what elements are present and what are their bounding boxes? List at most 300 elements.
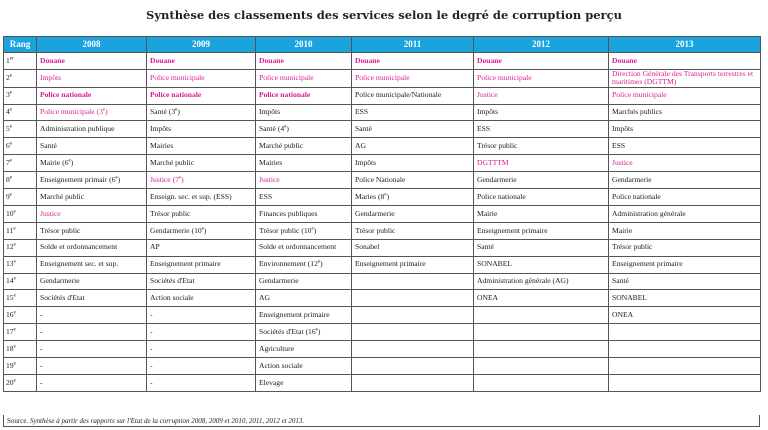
service-cell bbox=[474, 239, 609, 256]
service-cell bbox=[147, 155, 256, 172]
service-cell bbox=[352, 374, 474, 391]
service-cell bbox=[474, 273, 609, 290]
service-name: Police nationale bbox=[259, 90, 311, 100]
rank-number: 15 bbox=[6, 293, 14, 303]
service-cell bbox=[256, 69, 352, 87]
rank-cell bbox=[4, 53, 37, 70]
rank-cell bbox=[4, 138, 37, 155]
service-name: - bbox=[40, 360, 43, 370]
service-name: Santé bbox=[150, 107, 167, 117]
service-cell bbox=[147, 189, 256, 206]
service-cell bbox=[609, 155, 761, 172]
service-name: Police municipale bbox=[259, 73, 314, 83]
service-cell bbox=[352, 172, 474, 189]
previous-rank-suffix: e bbox=[311, 226, 314, 232]
rank-suffix: e bbox=[9, 124, 13, 130]
service-name: Santé bbox=[40, 141, 57, 151]
service-cell bbox=[609, 273, 761, 290]
service-cell bbox=[474, 290, 609, 307]
previous-rank: 7 bbox=[175, 174, 179, 184]
service-cell bbox=[352, 341, 474, 358]
previous-rank-suffix: e bbox=[115, 175, 118, 181]
previous-rank-suffix: e bbox=[68, 158, 71, 164]
service-cell bbox=[256, 155, 352, 172]
rank-suffix: e bbox=[13, 344, 16, 350]
rank-number: 10 bbox=[6, 208, 14, 218]
rank-cell bbox=[4, 374, 37, 391]
table-row bbox=[4, 205, 761, 222]
service-name: ONEA bbox=[612, 310, 634, 320]
table-row bbox=[4, 341, 761, 358]
table-row bbox=[4, 256, 761, 273]
rank-number: 19 bbox=[6, 360, 14, 370]
service-name: Trésor public bbox=[612, 242, 653, 252]
service-cell bbox=[256, 357, 352, 374]
rank-cell bbox=[4, 121, 37, 138]
service-name: Sociétés d'Etat bbox=[150, 276, 195, 286]
service-name: Trésor public bbox=[150, 208, 191, 218]
service-cell bbox=[474, 357, 609, 374]
service-name: Sonabel bbox=[355, 242, 380, 252]
service-cell bbox=[474, 189, 609, 206]
service-name: Justice bbox=[150, 174, 171, 184]
service-cell bbox=[37, 357, 147, 374]
service-name: Impôts bbox=[40, 73, 62, 83]
previous-rank: 3 bbox=[171, 107, 176, 117]
service-name: Police municipale bbox=[40, 107, 95, 117]
rank-suffix: e bbox=[13, 276, 16, 282]
service-name: Marché public bbox=[150, 158, 195, 167]
table-row bbox=[4, 121, 761, 138]
service-name: Marché public bbox=[259, 141, 304, 151]
rank-suffix: e bbox=[9, 141, 13, 147]
service-cell bbox=[474, 69, 609, 87]
service-cell: Enseignement primair (6e) bbox=[37, 172, 147, 189]
service-cell bbox=[37, 138, 147, 155]
service-cell bbox=[352, 256, 474, 273]
service-name: ESS bbox=[477, 124, 491, 134]
service-cell bbox=[147, 273, 256, 290]
service-name: - bbox=[40, 377, 43, 387]
service-cell bbox=[147, 53, 256, 70]
rank-suffix: e bbox=[13, 209, 16, 215]
previous-rank: 12 bbox=[310, 259, 318, 269]
service-cell bbox=[352, 273, 474, 290]
rank-cell bbox=[4, 189, 37, 206]
service-name: - bbox=[150, 343, 153, 353]
service-name: Impôts bbox=[259, 107, 281, 117]
service-name: Justice bbox=[259, 174, 280, 184]
service-name: Administration publique bbox=[40, 124, 115, 134]
service-cell bbox=[609, 69, 761, 87]
service-name: Trésor public bbox=[477, 141, 518, 151]
service-name: Gendarmerie bbox=[259, 276, 299, 286]
service-name: Justice bbox=[40, 208, 61, 218]
rank-suffix: e bbox=[9, 107, 13, 113]
table-row bbox=[4, 290, 761, 307]
service-cell bbox=[474, 374, 609, 391]
rank-number: 16 bbox=[6, 310, 14, 320]
service-name: Enseignement primaire bbox=[259, 310, 330, 320]
service-name: Gendarmerie bbox=[612, 174, 652, 184]
service-cell bbox=[256, 138, 352, 155]
service-name: - bbox=[150, 377, 153, 387]
service-cell bbox=[474, 121, 609, 138]
service-name: Action sociale bbox=[150, 293, 194, 303]
service-name: Police Nationale bbox=[355, 174, 406, 184]
header-year: 2012 bbox=[474, 37, 609, 53]
service-cell bbox=[352, 239, 474, 256]
service-cell bbox=[37, 87, 147, 104]
service-cell bbox=[147, 138, 256, 155]
table-row bbox=[4, 104, 761, 121]
table-body bbox=[4, 53, 761, 392]
previous-rank-suffix: e bbox=[178, 175, 182, 181]
service-name: ESS bbox=[612, 141, 626, 151]
service-cell bbox=[37, 239, 147, 256]
rank-cell bbox=[4, 172, 37, 189]
service-name: Justice bbox=[477, 90, 498, 100]
service-name: AG bbox=[259, 293, 270, 303]
service-cell bbox=[37, 189, 147, 206]
service-cell bbox=[352, 222, 474, 239]
service-name: Impôts bbox=[355, 158, 377, 167]
previous-rank-suffix: e bbox=[384, 192, 387, 198]
service-cell bbox=[474, 172, 609, 189]
service-cell bbox=[352, 290, 474, 307]
table-row bbox=[4, 307, 761, 324]
previous-rank: 6 bbox=[111, 174, 116, 184]
service-cell: Maries (8e) bbox=[352, 189, 474, 206]
header-year: 2010 bbox=[256, 37, 352, 53]
service-cell bbox=[147, 290, 256, 307]
table-row bbox=[4, 189, 761, 206]
service-cell bbox=[352, 69, 474, 87]
service-name: Marché public bbox=[40, 191, 85, 201]
rank-number: 17 bbox=[6, 326, 14, 336]
service-cell bbox=[256, 205, 352, 222]
service-cell bbox=[352, 357, 474, 374]
previous-rank: 10 bbox=[194, 225, 202, 235]
service-name: Police municipale/Nationale bbox=[355, 90, 442, 100]
service-cell bbox=[37, 53, 147, 70]
rank-suffix: e bbox=[13, 378, 16, 384]
service-cell bbox=[147, 307, 256, 324]
previous-rank: 16 bbox=[308, 326, 316, 336]
service-cell bbox=[352, 324, 474, 341]
service-cell: Environnement (12e) bbox=[256, 256, 352, 273]
service-name: - bbox=[40, 310, 43, 320]
service-name: Enseignement primair bbox=[40, 174, 108, 184]
service-name: Santé bbox=[612, 276, 629, 286]
service-cell bbox=[256, 273, 352, 290]
rank-cell bbox=[4, 69, 37, 87]
service-name: Sociétés d'Etat bbox=[40, 293, 85, 303]
service-name: Douane bbox=[150, 55, 175, 65]
service-cell bbox=[609, 87, 761, 104]
service-name: Police nationale bbox=[477, 191, 526, 201]
service-cell bbox=[609, 239, 761, 256]
service-name: ONEA bbox=[477, 293, 499, 303]
header-rank: Rang bbox=[4, 37, 37, 53]
rank-number: 7 bbox=[6, 158, 10, 167]
table-row bbox=[4, 239, 761, 256]
service-cell bbox=[609, 307, 761, 324]
service-cell bbox=[474, 205, 609, 222]
table-row bbox=[4, 155, 761, 172]
service-name: Police nationale bbox=[150, 90, 202, 100]
table-row bbox=[4, 324, 761, 341]
service-cell bbox=[37, 273, 147, 290]
rank-suffix: e bbox=[9, 158, 13, 164]
service-name: Douane bbox=[355, 55, 380, 65]
previous-rank-suffix: e bbox=[175, 107, 178, 113]
service-name: Gendarmerie bbox=[40, 276, 80, 286]
service-cell bbox=[609, 357, 761, 374]
service-name: Douane bbox=[40, 55, 65, 65]
service-cell bbox=[474, 155, 609, 172]
service-cell bbox=[352, 205, 474, 222]
header-year: 2008 bbox=[37, 37, 147, 53]
service-name: Mairies bbox=[150, 141, 174, 151]
service-name: Douane bbox=[259, 55, 284, 65]
service-cell bbox=[256, 307, 352, 324]
corruption-ranking-table bbox=[3, 36, 761, 392]
rank-number: 12 bbox=[6, 242, 14, 252]
service-cell: Justice (7e) bbox=[147, 172, 256, 189]
source-label: Source. bbox=[7, 417, 29, 425]
rank-cell bbox=[4, 256, 37, 273]
service-name: Santé bbox=[259, 124, 276, 134]
table-row bbox=[4, 69, 761, 87]
header-year: 2009 bbox=[147, 37, 256, 53]
previous-rank-suffix: e bbox=[317, 259, 321, 265]
source-note bbox=[3, 415, 760, 427]
service-name: Enseign. sec. et sup. (ESS) bbox=[150, 191, 232, 201]
rank-number: 20 bbox=[6, 377, 14, 387]
service-cell bbox=[474, 87, 609, 104]
previous-rank: 8 bbox=[380, 191, 385, 201]
service-name: Action sociale bbox=[259, 360, 303, 370]
service-cell bbox=[474, 53, 609, 70]
service-name: Enseignement primaire bbox=[477, 225, 548, 235]
service-cell bbox=[474, 104, 609, 121]
table-row bbox=[4, 87, 761, 104]
service-cell: Sociétés d'Etat (16e) bbox=[256, 324, 352, 341]
service-name: AG bbox=[355, 141, 366, 151]
table-row bbox=[4, 53, 761, 70]
service-name: Direction Générale des Transports terrestres et maritimes (DGTTM) bbox=[612, 69, 754, 87]
previous-rank: 4 bbox=[280, 124, 285, 134]
service-cell bbox=[37, 222, 147, 239]
service-name: - bbox=[150, 310, 153, 320]
rank-cell bbox=[4, 155, 37, 172]
source-text: Synthèse à partir des rapports sur l'Etat de la corruption 2008, 2009 et 2010, 2011, 2012 et 2013. bbox=[29, 417, 305, 425]
header-year: 2011 bbox=[352, 37, 474, 53]
table-row bbox=[4, 374, 761, 391]
service-cell bbox=[256, 374, 352, 391]
service-name: Finances publiques bbox=[259, 208, 318, 218]
previous-rank-suffix: e bbox=[284, 124, 287, 130]
service-name: - bbox=[150, 326, 153, 336]
service-name: Environnement bbox=[259, 259, 306, 269]
service-cell bbox=[609, 374, 761, 391]
service-name: Agriculture bbox=[259, 343, 295, 353]
service-name: ESS bbox=[355, 107, 369, 117]
service-cell: Mairie (6e) bbox=[37, 155, 147, 172]
service-cell bbox=[147, 239, 256, 256]
rank-number: 1 bbox=[6, 55, 10, 65]
rank-number: 3 bbox=[6, 90, 10, 100]
service-cell: Trésor public (10e) bbox=[256, 222, 352, 239]
service-cell bbox=[147, 69, 256, 87]
service-cell bbox=[474, 324, 609, 341]
rank-suffix: e bbox=[13, 259, 16, 265]
service-cell bbox=[609, 341, 761, 358]
rank-suffix: e bbox=[13, 310, 16, 316]
service-cell bbox=[352, 307, 474, 324]
rank-cell bbox=[4, 357, 37, 374]
rank-suffix: e bbox=[13, 226, 16, 232]
rank-number: 6 bbox=[6, 141, 10, 151]
previous-rank: 10 bbox=[303, 225, 312, 235]
service-cell bbox=[609, 324, 761, 341]
service-cell bbox=[352, 53, 474, 70]
rank-suffix: e bbox=[9, 90, 13, 96]
service-name: - bbox=[40, 326, 43, 336]
service-cell bbox=[609, 104, 761, 121]
service-name: Administration générale (AG) bbox=[477, 276, 569, 286]
service-cell bbox=[147, 374, 256, 391]
service-cell bbox=[147, 121, 256, 138]
rank-cell bbox=[4, 307, 37, 324]
previous-rank-suffix: e bbox=[102, 107, 106, 113]
rank-cell bbox=[4, 205, 37, 222]
rank-cell bbox=[4, 239, 37, 256]
service-name: Impôts bbox=[612, 124, 634, 134]
rank-cell bbox=[4, 222, 37, 239]
service-name: Gendarmerie bbox=[150, 225, 190, 235]
service-cell bbox=[256, 189, 352, 206]
service-name: Santé bbox=[477, 242, 494, 252]
service-name: Sociétés d'Etat bbox=[259, 326, 304, 336]
service-cell bbox=[256, 172, 352, 189]
service-name: Enseignement sec. et sup. bbox=[40, 259, 119, 269]
service-cell bbox=[37, 121, 147, 138]
rank-number: 14 bbox=[6, 276, 14, 286]
header-year: 2013 bbox=[609, 37, 761, 53]
service-name: Elevage bbox=[259, 377, 284, 387]
rank-suffix: e bbox=[13, 242, 16, 248]
service-cell bbox=[352, 121, 474, 138]
service-name: Impôts bbox=[150, 124, 172, 134]
service-cell bbox=[37, 290, 147, 307]
rank-suffix: e bbox=[13, 293, 16, 299]
service-cell bbox=[609, 205, 761, 222]
service-name: SONABEL bbox=[477, 259, 513, 269]
rank-number: 2 bbox=[6, 73, 10, 83]
service-cell bbox=[147, 205, 256, 222]
previous-rank: 6 bbox=[64, 158, 69, 167]
service-cell bbox=[352, 87, 474, 104]
service-cell: Santé (4e) bbox=[256, 121, 352, 138]
service-cell bbox=[256, 290, 352, 307]
service-cell bbox=[37, 374, 147, 391]
rank-cell bbox=[4, 104, 37, 121]
rank-number: 4 bbox=[6, 107, 10, 117]
service-cell bbox=[609, 290, 761, 307]
service-name: Police municipale bbox=[355, 73, 410, 83]
service-cell bbox=[609, 121, 761, 138]
service-cell bbox=[37, 205, 147, 222]
service-name: Gendarmerie bbox=[355, 208, 395, 218]
service-name: Mairies bbox=[259, 158, 283, 167]
service-name: SONABEL bbox=[612, 293, 648, 303]
service-name: Enseignement primaire bbox=[150, 259, 221, 269]
service-name: Enseignement primaire bbox=[612, 259, 683, 269]
service-cell bbox=[37, 307, 147, 324]
service-name: Trésor public bbox=[259, 225, 300, 235]
service-cell bbox=[474, 222, 609, 239]
table-row bbox=[4, 222, 761, 239]
rank-number: 13 bbox=[6, 259, 14, 269]
service-name: Police nationale bbox=[40, 90, 92, 100]
service-name: Police municipale bbox=[477, 73, 532, 83]
table-row bbox=[4, 273, 761, 290]
service-cell bbox=[352, 138, 474, 155]
service-cell bbox=[37, 324, 147, 341]
service-cell bbox=[609, 256, 761, 273]
rank-cell bbox=[4, 273, 37, 290]
service-name: AP bbox=[150, 242, 160, 252]
service-cell bbox=[147, 341, 256, 358]
service-cell bbox=[37, 256, 147, 273]
service-cell bbox=[609, 138, 761, 155]
service-name: Santé bbox=[355, 124, 372, 134]
rank-suffix: e bbox=[9, 73, 13, 79]
service-name: Trésor public bbox=[355, 225, 396, 235]
service-name: Justice bbox=[612, 158, 633, 167]
service-name: Police municipale bbox=[612, 90, 667, 100]
service-cell: Gendarmerie (10e) bbox=[147, 222, 256, 239]
rank-number: 5 bbox=[6, 124, 10, 134]
service-cell bbox=[147, 324, 256, 341]
service-name: Trésor public bbox=[40, 225, 81, 235]
previous-rank: 3 bbox=[99, 107, 103, 117]
rank-number: 18 bbox=[6, 343, 14, 353]
service-cell bbox=[256, 87, 352, 104]
service-name: Mairie bbox=[477, 208, 498, 218]
service-cell bbox=[37, 69, 147, 87]
service-cell bbox=[147, 357, 256, 374]
service-cell bbox=[352, 155, 474, 172]
service-cell: Police municipale (3e) bbox=[37, 104, 147, 121]
service-name: Mairie bbox=[612, 225, 633, 235]
service-cell bbox=[147, 87, 256, 104]
service-cell bbox=[37, 341, 147, 358]
service-cell bbox=[256, 53, 352, 70]
rank-suffix: e bbox=[9, 192, 13, 198]
table-row bbox=[4, 138, 761, 155]
table-row bbox=[4, 357, 761, 374]
service-name: Mairie bbox=[40, 158, 61, 167]
rank-cell bbox=[4, 87, 37, 104]
service-name: Enseignement primaire bbox=[355, 259, 426, 269]
service-cell bbox=[609, 189, 761, 206]
service-cell bbox=[256, 239, 352, 256]
rank-suffix: e bbox=[13, 327, 16, 333]
rank-suffix: e bbox=[9, 175, 13, 181]
